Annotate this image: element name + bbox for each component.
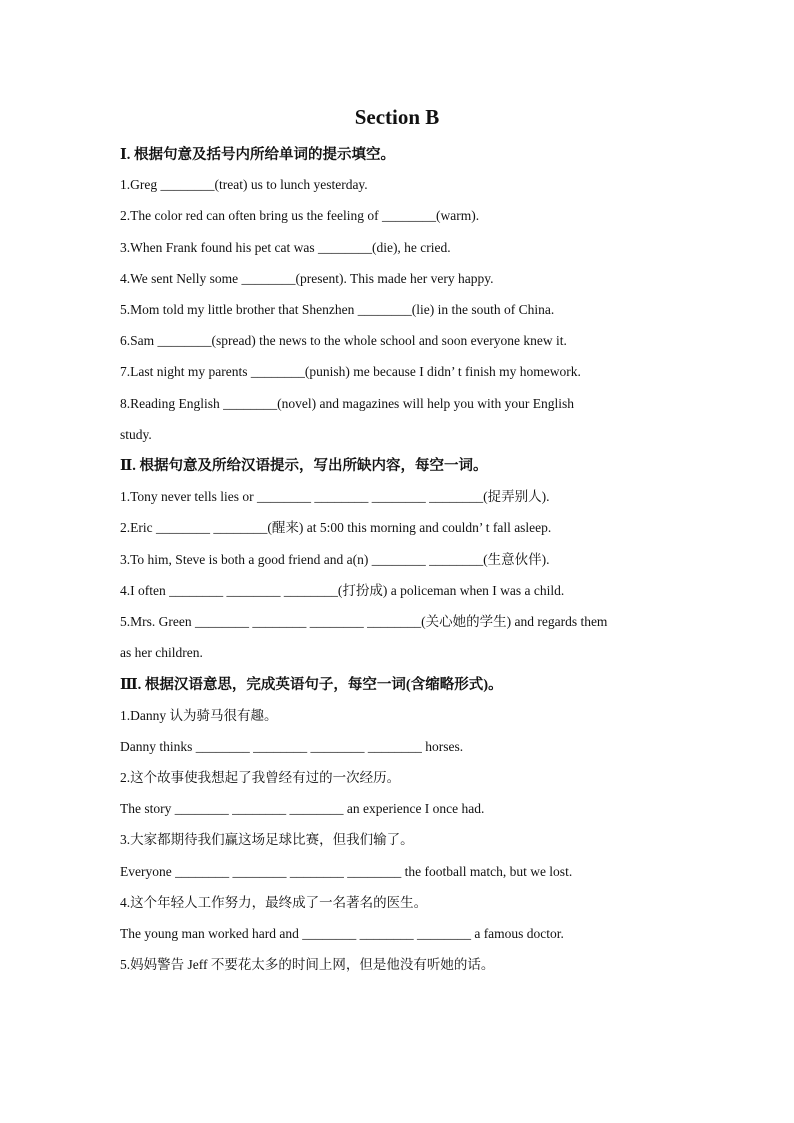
section-2-item: 4.I often ________ ________ ________(打扮成) a policeman when I was a child.	[120, 583, 565, 598]
section-3-answer-line: The young man worked hard and ________ ________ ________ a famous doctor.	[120, 926, 564, 941]
section-1-item: 7.Last night my parents ________(punish) me because I didn’ t finish my homework.	[120, 364, 581, 379]
section-3-answer-line: Danny thinks ________ ________ ________ ________ horses.	[120, 739, 464, 754]
section-1-item: 6.Sam ________(spread) the news to the whole school and soon everyone knew it.	[120, 333, 567, 348]
section-1-item: 8.Reading English ________(novel) and magazines will help you with your English	[120, 396, 575, 411]
section-2-item: 3.To him, Steve is both a good friend and a(n) ________ ________(生意伙伴).	[120, 552, 550, 567]
section-3-answer-line: Everyone ________ ________ ________ ________ the football match, but we lost.	[120, 864, 573, 879]
section-3-answer-line: The story ________ ________ ________ an experience I once had.	[120, 801, 485, 816]
section-3-prompt-chinese: 5.妈妈警告 Jeff 不要花太多的时间上网，但是他没有听她的话。	[120, 957, 495, 972]
section-2-heading: Ⅱ. 根据句意及所给汉语提示，写出所缺内容，每空一词。	[120, 458, 488, 474]
section-1-item: 1.Greg ________(treat) us to lunch yesterday.	[120, 177, 368, 192]
section-3-heading: Ⅲ. 根据汉语意思，完成英语句子，每空一词(含缩略形式)。	[120, 677, 503, 693]
section-3-prompt-chinese: 4.这个年轻人工作努力，最终成了一名著名的医生。	[120, 895, 428, 910]
section-3-prompt-chinese: 2.这个故事使我想起了我曾经有过的一次经历。	[120, 770, 401, 785]
section-1-item: 4.We sent Nelly some ________(present). This made her very happy.	[120, 271, 494, 286]
section-2-item: 2.Eric ________ ________(醒来) at 5:00 this morning and couldn’ t fall asleep.	[120, 520, 552, 535]
section-1-item: 2.The color red can often bring us the feeling of ________(warm).	[120, 208, 480, 223]
section-2-item: 1.Tony never tells lies or ________ ________ ________ ________(捉弄别人).	[120, 489, 550, 504]
section-1-item-continuation: study.	[120, 427, 152, 442]
section-2-item-continuation: as her children.	[120, 645, 203, 660]
section-1-item: 3.When Frank found his pet cat was ________(die), he cried.	[120, 240, 451, 255]
section-1-heading: Ⅰ. 根据句意及括号内所给单词的提示填空。	[120, 147, 396, 163]
section-3-prompt-chinese: 1.Danny 认为骑马很有趣。	[120, 708, 278, 723]
section-2-item: 5.Mrs. Green ________ ________ ________ ________(关心她的学生) and regards them	[120, 614, 608, 629]
page-title: Section B	[354, 105, 440, 129]
section-3-prompt-chinese: 3.大家都期待我们赢这场足球比赛，但我们输了。	[120, 832, 414, 847]
section-1-item: 5.Mom told my little brother that Shenzhen ________(lie) in the south of China.	[120, 302, 555, 317]
